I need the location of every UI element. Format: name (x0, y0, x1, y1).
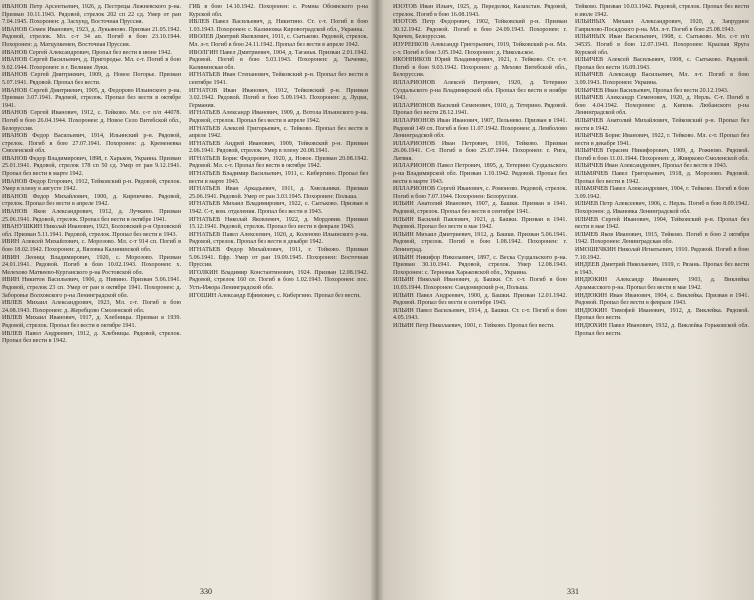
memorial-entry: ИНДЮКИН Иван Иванович, 1904, с. Виклейка. Призван в 1941. Рядовой. Пропал без вести в феврале 1943. (575, 292, 749, 307)
memorial-entry: ИЛЬИН Павел Андреевич, 1900, д. Башки. Призван 12.01.1942. Рядовой. Пропал без вести в сентябре 1943. (393, 292, 567, 307)
memorial-entry: ИЛЬЧЕВ Петр Алексеевич, 1906, с. Нерль. Погиб в бою 8.09.1942. Похоронен: д. Ивановка Ленинградской обл. (575, 201, 749, 216)
memorial-entry: ИЛЛАРИОНОВ Сергей Иванович, с. Ромоново. Рядовой, стрелок. Погиб в бою 7.07.1944. Похоронен: Белоруссия. (393, 186, 567, 200)
memorial-entry: ИЛЬИН Никифор Николаевич, 1897, с. Веска Суздальского р-на. Призван 30.10.1941. Рядовой, стрелок. Умер 12.08.1943. Похоронен: с. Терновая Харьковской обл., Украина. (393, 254, 567, 276)
memorial-entry: ИЛЬИЧЕВ Александр Семенович, 1920, д. Нерль. С-т. Погиб в бою 4.04.1942. Похоронен: д. Кипень Любанского р-на Ленинградской обл. (575, 95, 749, 117)
memorial-entry: ИГНАТЬЕВ Борис Федорович, 1920, д. Новое. Призван 20.08.1942. Рядовой. Мл. с-т. Пропал без вести в октябре 1942. (189, 155, 368, 170)
memorial-entry: ИНДЮКИН Александр Иванович, 1903, д. Виклейка Арзамасского р-на. Пропал без вести в мае 1942. (575, 277, 749, 291)
memorial-entry: ИВОЛГИН Павел Дмитриевич, 1904, д. Таганья. Призван 2.01.1942. Рядовой. Погиб в бою 5.03.1943. Похоронен: д. Тыченко, Калининская обл. (189, 49, 368, 71)
memorial-entry: ИВАНОВ Федор Егорович, 1912, Тейковский р-н. Рядовой, стрелок. Умер в плену в августе 1942. (2, 178, 181, 193)
memorial-entry: ГИБ в бою 14.10.1942. Похоронен: с. Ромны Обоянского р-на Курской обл. (189, 4, 368, 18)
memorial-entry: ИЛЬИЧЕВ Борис Иванович, 1922, г. Тейково. Мл. с-т. Пропал без вести в декабре 1941. (575, 133, 749, 147)
memorial-entry: ИВИН Никитон Васильевич, 1906, д. Нивино. Призван 5.06.1941. Рядовой, стрелок 23 сп. Умер от ран в октябре 1941. Похоронен: д. Заборовье Волховского р-на Ленинградской обл. (2, 277, 181, 299)
memorial-entry: ИВАНОВ Сергей Васильевич, д. Пригородье. Мл. с-т. Погиб в бою 9.02.1944. Похоронен: в г. Великие Луки. (2, 57, 181, 71)
memorial-entry: ИВАНОВ Петр Арсентьевич, 1926, д. Пестрецы Лежневского р-на. Призван 10.11.1943. Рядовой, стрелок 202 сп 22 сд. Умер от ран 7.04.1945. Похоронен: д. Засхунд, Восточная Пруссия. (2, 4, 181, 26)
book-gutter (370, 0, 384, 600)
right-page (377, 0, 754, 600)
memorial-entry: ИГОШИН Александр Ефимович, с. Кибергино. Пропал без вести. (189, 292, 361, 299)
memorial-entry: ИНДЮХИН Павел Иванович, 1932, д. Виклейка Горьковской обл. Пропал без вести. (575, 322, 749, 337)
memorial-entry: ИГНАТЬЕВ Владимир Васильевич, 1911, с. Кибергино. Пропал без вести в марте 1943. (189, 171, 368, 185)
memorial-entry: ИГНАТЬЕВ Иван Степанович, Тейковский р-н. Пропал без вести в сентябре 1941. (189, 72, 368, 86)
memorial-entry: ИНДЮКИН Тимофей Иванович, 1912, д. Виклейка. Рядовой. Пропал без вести. (575, 307, 749, 322)
memorial-entry: ИЛЬИН Михаил Дмитриевич, 1912, д. Башки. Призван 5.06.1941. Рядовой, стрелок. Погиб в бою 1.08.1942. Похоронен: г. Ленинград. (393, 231, 567, 253)
memorial-entry: ИЛЬИНЫХ Михаил Александрович, 1920, д. Запрудное Гаврилово-Посадского р-на. Мл. л-т. Погиб в бою 25.08.1943. (575, 19, 749, 33)
right-page-column-2 (575, 4, 749, 338)
memorial-entry: ИЗУРЕНКОВ Александр Григорьевич, 1919, Тейковский р-н. Мл. с-т. Погиб в бою 3.05.1942. Похоронен: д. Никольское. (393, 41, 567, 56)
memorial-entry: ИГНАТЬЕВ Андрей Иванович, 1909, Тейковский р-н. Призван 2.06.1941. Рядовой, стрелок. Умер в плену 20.08.1941. (189, 140, 368, 155)
memorial-entry: ИВАНОВ Сергей Дмитриевич, 1905, д. Федорово Ильинского р-на. Призван 3.07.1941. Рядовой, стрелок. Пропал без вести в октябре 1941. (2, 87, 181, 109)
memorial-entry: ИГОЛКИН Владимир Константинович, 1924. Призван 12.08.1942. Рядовой, стрелок 160 сп. Погиб в бою 1.02.1943. Похоронен: пос. Усть-Ижора Ленинградской обл. (189, 269, 368, 291)
memorial-entry: ИЛЛАРИОНОВ Иван Петрович, 1916, Тейково. Призван 26.06.1941. С-т. Погиб в бою 25.07.1944. Похоронен: г. Рига, Латвия. (393, 140, 567, 162)
memorial-entry: ИГНАТЬЕВ Алексей Григорьевич, с. Тейково. Пропал без вести в апреле 1942. (189, 125, 368, 140)
memorial-entry: ИВИН Леонид Владимирович, 1920, с. Морозово. Призван 24.01.1941. Рядовой. Погиб в бою 10.02.1943. Похоронен: х. Мелехово Матвеево-Курганского р-на Ростовской обл. (2, 254, 181, 276)
memorial-entry: ИЛЬИЧЕВ Иван Васильевич, Пропал без вести 20.12.1943. (575, 87, 729, 94)
memorial-entry: ИЗОТОВ Иван Ильич, 1925, д. Переделки, Казахстан. Рядовой, стрелок. Погиб в бою 16.08.1943. (393, 4, 567, 18)
memorial-entry: ИЛЬИЧЕВ Александр Васильевич, Мл. л-т. Погиб в бою 3.09.1943. Похоронен: Украина. (575, 72, 749, 86)
memorial-entry: ИГНАТЬЕВ Михаил Владимирович, 1922, с. Сытьково. Призван в 1942. С-т, ком. отделения. Пропал без вести в 1943. (189, 201, 368, 216)
memorial-entry: ИВЛЕВ Павел Андреевич, 1912, д. Хлебницы. Рядовой, стрелок. Пропал без вести в 1942. (2, 330, 181, 345)
memorial-entry: Тейково. Призван 10.03.1942. Рядовой, стрелок. Пропал без вести в июле 1942. (575, 4, 749, 18)
memorial-entry: ИЛЬИН Василий Павлович, 1921, д. Башки. Призван в 1941. Рядовой. Пропал без вести в мае 1942. (393, 216, 567, 231)
memorial-entry: ИГНАТЬЕВ Николай Яковлевич, 1922, д. Мордовия. Призван 15.12.1941. Рядовой, стрелок. Пропал без вести в феврале 1943. (189, 216, 368, 231)
right-page-column-1 (393, 4, 567, 338)
memorial-entry: ИВАНОВ Федор Владимирович, 1898, г. Харьков, Украина. Призван 25.01.1941. Рядовой, стрелок 178 сп 50 сд. Умер от ран 9.12.1941. Пропал без вести в марте 1942. (2, 155, 181, 178)
memorial-entry: ИВОЛЕВ Дмитрий Яковлевич, 1911, с. Сытьково. Рядовой, стрелок. Мл. л-т. Погиб в бою 24.11.1942. Пропал без вести в апреле 1942. (189, 34, 368, 48)
memorial-entry: ИЛЬИЧЕВ Алексей Васильевич, 1908, с. Сытьково. Рядовой. Пропал без вести 16.09.1943. (575, 57, 749, 71)
left-page-number: 330 (200, 587, 212, 596)
memorial-entry: ИЛЬИН Анатолий Иванович, 1907, д. Башки. Призван в 1941. Рядовой, стрелок. Пропал без вести в сентябре 1941. (393, 201, 567, 216)
memorial-entry: ИГНАТОВ Иван Иванович, 1912, Тейковский р-н. Призван 3.02.1942. Рядовой. Погиб в бою 5.09.1943. Похоронен: д. Луцки, Германия. (189, 87, 368, 109)
memorial-entry: ИМОШЕЧКИН Николай Игнатьевич, 1910. Рядовой. Погиб в бою 7.10.1942. (575, 247, 749, 261)
memorial-entry: ИГНАТЬЕВ Федор Михайлович, 1911, г. Тейково. Призван 5.06.1941. Ефр. Умер от ран 19.09.1945. Похоронен: Восточная Пруссия. (189, 247, 368, 269)
memorial-entry: ИГНАТЬЕВ Павел Алексеевич, 1920, д. Коленово Ильинского р-на. Рядовой, стрелок. Пропал без вести в декабре 1942. (189, 231, 368, 246)
memorial-entry: ИНДЕЕВ Дмитрий Николаевич, 1919, г. Рязань. Пропал без вести в 1943. (575, 262, 749, 276)
memorial-entry: ИВАНУШКИН Николай Иванович, 1923, Болховский р-н Орловской обл. Призван 5.11.1941. Рядовой, стрелок. Пропал без вести в 1943. (2, 224, 181, 238)
memorial-entry: ИВАНОВ Сергей Дмитриевич, 1909, д. Новое Погорье. Призван 5.07.1941. Рядовой. Пропал без вести. (2, 72, 181, 86)
memorial-entry: ИГНАТЬЕВ Иван Аркадьевич, 1911, д. Хмельники. Призван 25.06.1941. Рядовой. Умер от ран 3.03.1945. Похоронен: Польша. (189, 186, 368, 200)
memorial-entry: ИГНАТЬЕВ Александр Иванович, 1909, д. Вотола Ильинского р-на. Рядовой, стрелок. Пропал без вести в апреле 1942. (189, 110, 368, 124)
memorial-entry: ИЛЬИНЫХ Иван Васильевич, 1908, с. Сытьково. Мл. с-т п/п 34535. Погиб в бою 12.07.1943. Похоронен: Красная Яруга Курской обл. (575, 34, 749, 56)
memorial-entry: ИВЛЕВ Михаил Иванович, 1917, д. Хлебницы. Призван в 1939. Рядовой, стрелок. Пропал без вести в октябре 1941. (2, 315, 181, 329)
memorial-entry: ИВАНОВ Семен Иванович, 1923, д. Лукьяново. Призван 21.05.1942. Рядовой, стрелок. Мл. с-т 34 ап. Погиб в бою 23.10.1944. Похоронен: д. Матцулкемен, Восточная Пруссия. (2, 26, 181, 48)
memorial-entry: ИЛЛАРИОНОВ Алексей Петрович, 1920, д. Тетерино Суздальского р-на Владимирской обл. Пропал без вести в ноябре 1943. (393, 79, 567, 102)
memorial-entry: ИВАНОВ Яков Александрович, 1912, д. Лучкино. Призван 25.06.1941. Рядовой, стрелок. Пропал без вести в октябре 1941. (2, 209, 181, 223)
memorial-entry: ИЗОТОВ Петр Федорович, 1902, Тейковский р-н. Призван 30.12.1942. Рядовой. Погиб в бою 24.09.1943. Похоронен: г. Кричев, Белоруссия. (393, 19, 567, 41)
memorial-entry: ИЛЛАРИОНОВ Павел Петрович, 1895, д. Тетерино Суздальского р-на Владимирской обл. Призван 1.10.1942. Рядовой. Пропал без вести в марте 1943. (393, 163, 567, 185)
memorial-entry: ИЛЬИН Павел Васильевич, 1914, д. Башки. Ст. с-т. Погиб в бою 4.05.1943. (393, 307, 567, 322)
memorial-entry: ИЛЬЧЕВ Яков Иванович, 1915, Тейково. Погиб в бою 2 октября 1942. Похоронен: Ленинградская обл. (575, 231, 749, 246)
memorial-entry: ИЛЛАРИОНОВ Иван Иванович, 1907, Пельнево. Призван в 1941. Рядовой 149 сп. Погиб в бою 11.07.1942. Похоронен: д. Лемболово Ленинградской обл. (393, 117, 567, 140)
memorial-entry: ИЛЛАРИОНОВ Василий Семенович, 1910, д. Тетерино. Рядовой. Пропал без вести 28.12.1941. (393, 102, 567, 117)
memorial-entry: ИЛЬИН Николай Иванович, д. Башки. Ст. с-т. Погиб в бою 10.03.1944. Похоронен: Сандомирский р-н, Польша. (393, 277, 567, 291)
memorial-entry: ИКОННИКОВ Юрий Владимирович, 1921, г. Тейково. Ст. с-т. Погиб в бою 9.03.1942. Похоронен: д. Мехово Витебской обл., Белоруссия. (393, 57, 567, 79)
memorial-entry: ИВЛЕВ Павел Васильевич, д. Никитино. Ст. с-т. Погиб в бою 1.03.1943. Похоронен: с. Калиновка Кировоградской обл., Украина. (189, 19, 368, 33)
memorial-entry: ИЛЬИЧЕВ Иван Александрович, Пропал без вести в 1943. (575, 163, 728, 170)
memorial-entry: ИВИН Алексей Михайлович, с. Морозово. Мл. с-т 914 сп. Погиб в бою 18.02.1942. Похоронен: д. Вязовка Калининской обл. (2, 239, 181, 253)
memorial-entry: ИЛЬМЯЧЕВ Павел Григорьевич, 1918, д. Морозово. Рядовой. Пропал без вести в 1942. (575, 171, 749, 185)
memorial-entry: ИЛЬМЯЧЕВ Павел Александрович, 1904, г. Тейково. Погиб в бою 3.09.1942. (575, 186, 749, 200)
memorial-entry: ИЛЬИЧЕВ Герасим Никифорович, 1909, д. Рожново. Рядовой. Погиб в бою 11.01.1944. Похоронен: д. Жвирково Смоленской обл. (575, 148, 749, 162)
memorial-entry: ИВАНОВ Федор Михайлович, 1900, д. Кирпичево. Рядовой, стрелок. Пропал без вести в апреле 1942. (2, 193, 181, 208)
right-page-number: 331 (567, 587, 579, 596)
memorial-entry: ИВАНОВ Сергей Иванович, 1912, с. Тейково. Мл. с-т п/п 44078. Погиб в бою 26.04.1944. Похоронен: д. Новое Село Витебской обл., Белоруссия. (2, 110, 181, 132)
memorial-entry: ИВЛЕВ Михаил Александрович, 1923, Мл. с-т. Погиб в бою 24.08.1943. Похоронен: д. Жеребцово Смоленской обл. (2, 300, 181, 314)
memorial-entry: ИЛЬЧЕВ Сергей Иванович, 1904, Тейковский р-н. Пропал без вести в мае 1942. (575, 216, 749, 231)
left-page-column-2 (189, 4, 368, 346)
left-page-column-1 (2, 4, 181, 346)
memorial-entry: ИЛЬИН Петр Николаевич, 1901, г. Тейково. Пропал без вести. (393, 322, 555, 329)
memorial-entry: ИВАНОВ Сергей Александрович, Пропал без вести в июне 1942. (2, 49, 172, 56)
memorial-entry: ИВАНОВ Федор Васильевич, 1914, Ильинский р-н. Рядовой, стрелок. Погиб в бою 27.07.1941. Похоронен: д. Кременевка Смоленской обл. (2, 133, 181, 155)
memorial-entry: ИЛЬИЧЕВ Анатолий Михайлович, Тейковский р-н. Пропал без вести в 1942. (575, 117, 749, 132)
